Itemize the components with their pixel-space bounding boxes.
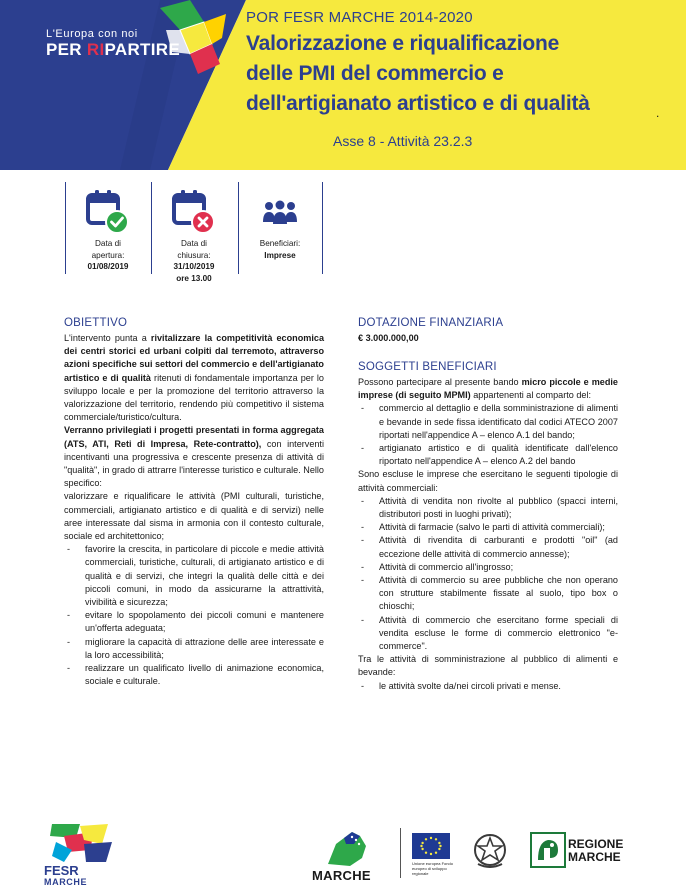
beneficiaries-intro-bold: micro piccole e medie imprese (di seguito MPMI) xyxy=(358,377,618,401)
marche-logo-text: MARCHE xyxy=(312,868,371,883)
list-item: - Attività di commercio all'ingrosso; xyxy=(358,561,618,574)
objective-p1-a: L'intervento punta a xyxy=(64,333,151,343)
title-line-3: dell'artigianato artistico e di qualità xyxy=(246,92,590,115)
opening-label-1: Data di xyxy=(95,239,121,248)
header-dot: . xyxy=(656,106,660,120)
eu-stars-icon xyxy=(412,833,450,859)
list-item: - commercio al dettaglio e della somministrazione di alimenti e bevande in sede fissa identificato dal codici ATECO 2007 riportati nell'appendice A – elenco A.1 del bando; xyxy=(358,402,618,442)
closing-date: 31/10/2019 xyxy=(173,262,215,271)
objective-p2-bold: Verranno privilegiati i progetti presentati in forma aggregata (ATS, ATI, Reti di Impresa, Rete-contratto), xyxy=(64,425,324,449)
info-divider xyxy=(65,182,66,274)
closing-label-1: Data di xyxy=(181,239,207,248)
list-item: - le attività svolte da/nei circoli privati e mense. xyxy=(358,680,618,693)
list-item: - artigianato artistico e di qualità identificate dall'elenco riportato nell'appendice A – elenco A.2 del bando xyxy=(358,442,618,468)
list-item: - realizzare un qualificato livello di animazione economica, sociale e culturale. xyxy=(64,662,324,688)
fesr-logo-icon xyxy=(50,822,114,866)
admin-intro: Tra le attività di somministrazione al pubblico di alimenti e bevande: xyxy=(358,654,618,678)
funding-amount: € 3.000.000,00 xyxy=(358,333,419,343)
regione-line-2: MARCHE xyxy=(568,850,621,864)
list-item: - Attività di commercio su aree pubbliche che non operano con strutture stabilmente fissate al suolo, tipo box o chioschi; xyxy=(358,574,618,614)
regione-line-1: REGIONE xyxy=(568,837,624,851)
funding-heading: DOTAZIONE FINANZIARIA xyxy=(358,317,504,329)
calendar-check-icon xyxy=(86,188,130,234)
objective-paragraph-3: valorizzare e riqualificare le attività (PMI culturali, turistiche, commerciali, artigianato artistico e di qualità e di servizi) nelle aree interessate dal sisma in armonia con il contesto culturale, sociale ed architettonico; xyxy=(64,491,324,542)
calendar-close-icon xyxy=(172,188,216,234)
beneficiaries-intro-c: appartenenti al comparto del: xyxy=(470,390,592,401)
eu-brand-post: PARTIRE xyxy=(104,40,180,59)
admin-list xyxy=(358,680,618,693)
objective-p1-c: ritenuti di fondamentale importanza per lo sviluppo locale e per la promozione del territorio attraverso la valorizzazione del territorio, rendendo più competitivo il sistema commerciale/turistico/cultura. xyxy=(64,372,324,423)
program-name: POR FESR MARCHE 2014-2020 xyxy=(246,9,473,26)
list-item: - favorire la crescita, in particolare di piccole e medie attività commerciali, turistiche, culturali, di artigianato artistico e di qualità e di servizi, che integri la qualità delle città e dei piccoli comuni, in modo da assicurarne la attrattività, vivibilità e sicurezza; xyxy=(64,543,324,609)
people-group-icon xyxy=(262,200,298,226)
beneficiaries-intro xyxy=(358,376,618,402)
beneficiaries-value: Imprese xyxy=(264,250,296,260)
info-divider xyxy=(238,182,239,274)
beneficiaries-intro-a: Possono partecipare al presente bando xyxy=(358,377,522,387)
excluded-list xyxy=(358,495,618,653)
closing-label-2: chiusura: xyxy=(177,250,211,260)
excluded-intro: Sono escluse le imprese che esercitano le seguenti tipologie di attività commerciali: xyxy=(358,469,618,493)
fesr-logo-text: FESR xyxy=(44,863,79,878)
objective-paragraph-2 xyxy=(64,424,324,490)
footer-divider xyxy=(400,828,401,878)
list-item: - Attività di rivendita di carburanti e prodotti "oil" (ad eccezione delle attività di commercio annesse); xyxy=(358,534,618,560)
marche-region-logo-icon xyxy=(322,830,372,868)
objective-p1-bold: rivitalizzare la competitività economica dei centri storici ed urbani colpiti dal terremoto, attraverso azioni specifiche sui settori del commercio e dell'artigianato artistico e di qualità xyxy=(64,333,325,383)
objective-list xyxy=(64,543,324,688)
list-item: - evitare lo spopolamento dei piccoli comuni e mantenere un'offerta adeguata; xyxy=(64,609,324,635)
eu-brand-pre: PER xyxy=(46,40,87,59)
beneficiaries-label: Beneficiari: xyxy=(259,239,301,248)
list-item: - Attività di commercio che esercitano forme speciali di vendita escluse le forme di commercio elettronico "e-commerce". xyxy=(358,614,618,654)
objective-heading: OBIETTIVO xyxy=(64,317,128,329)
beneficiaries-heading: SOGGETTI BENEFICIARI xyxy=(358,361,497,373)
closing-info xyxy=(164,238,224,284)
regione-marche-logo-icon xyxy=(530,832,566,868)
closing-time: ore 13.00 xyxy=(176,273,212,283)
asse-label: Asse 8 - Attività 23.2.3 xyxy=(333,133,473,149)
title-line-1: Valorizzazione e riqualificazione xyxy=(246,32,560,55)
beneficiaries-info xyxy=(250,238,310,261)
info-divider xyxy=(151,182,152,274)
beneficiaries-text xyxy=(358,376,618,693)
eu-caption: Unione europea Fondo europeo di sviluppo regionale xyxy=(412,861,453,876)
eu-brand xyxy=(46,40,180,60)
fesr-logo-subtext: MARCHE xyxy=(44,877,88,887)
list-item: - migliorare la capacità di attrazione delle aree interessate e la loro accessibilità; xyxy=(64,636,324,662)
eu-flag-icon xyxy=(412,833,450,859)
eu-tagline: L'Europa con noi xyxy=(46,28,138,40)
objective-text xyxy=(64,332,324,688)
opening-date: 01/08/2019 xyxy=(87,262,129,271)
eu-brand-ri: RI xyxy=(86,40,105,59)
objective-p2-c: con interventi incentivanti una progressiva e crescente presenza di attività di "qualità", in grado di attrarre l'interesse turistico e culturale. Nello specifico: xyxy=(64,438,324,489)
sectors-list xyxy=(358,402,618,468)
opening-info xyxy=(78,238,138,273)
opening-label-2: apertura: xyxy=(91,250,125,260)
regione-marche-text xyxy=(568,838,623,864)
italian-emblem-icon xyxy=(472,832,508,870)
objective-paragraph-1 xyxy=(64,332,324,424)
info-divider xyxy=(322,182,323,274)
list-item: - Attività di farmacie (salvo le parti di attività commerciali); xyxy=(358,521,618,534)
list-item: - Attività di vendita non rivolte al pubblico (spacci interni, distributori posti in luoghi privati); xyxy=(358,495,618,521)
title-line-2: delle PMI del commercio e xyxy=(246,62,504,85)
